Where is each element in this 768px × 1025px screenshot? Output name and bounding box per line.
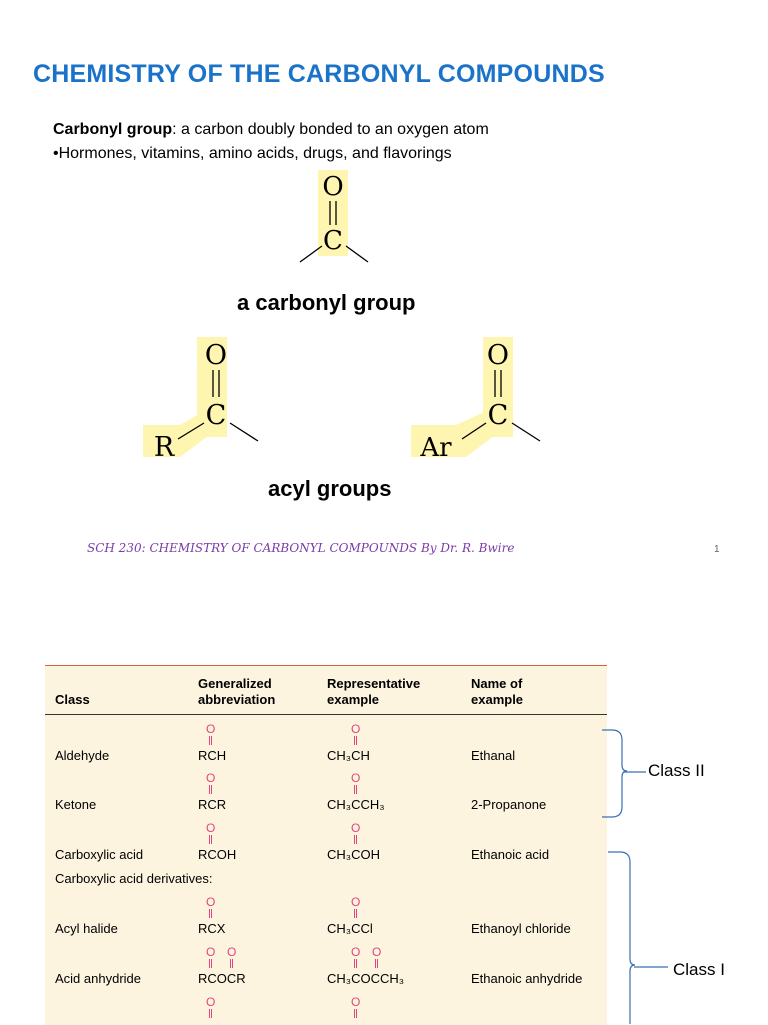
page-number: 1	[714, 544, 720, 555]
acyl-ar-substituent: Ar	[420, 433, 452, 463]
header-rule	[45, 714, 607, 715]
carbonyl-group-term: Carbonyl group	[53, 121, 173, 138]
class-ii-label: Class II	[648, 761, 705, 780]
row-example: CH₃CH	[327, 748, 370, 763]
carbonyl-oxygen-mark: O	[351, 945, 361, 959]
carbonyl-oxygen: O	[322, 172, 344, 202]
carbonyl-oxygen-mark: O	[206, 895, 216, 909]
carbonyl-double-bond	[209, 909, 212, 918]
header-example: Representative example	[327, 676, 421, 707]
row-abbrev: RCR	[198, 797, 227, 812]
carbonyl-double-bond	[209, 1009, 212, 1018]
carbonyl-double-bond	[354, 1009, 357, 1018]
row-abbrev: RCX	[198, 921, 226, 936]
header-name: Name of example	[471, 676, 524, 707]
row-abbrev: RCOH	[198, 847, 237, 862]
carbonyl-double-bond	[354, 785, 357, 794]
carbonyl-double-bond	[209, 959, 212, 968]
derivatives-subheading: Carboxylic acid derivatives:	[55, 871, 213, 886]
class-i-leader	[632, 961, 672, 973]
row-example: CH₃CCl	[327, 921, 373, 936]
header-abbreviation: Generalized abbreviation	[198, 676, 276, 707]
carbonyl-double-bond	[209, 785, 212, 794]
row-class: Ketone	[55, 797, 97, 812]
carbonyl-double-bond	[354, 736, 357, 745]
carbonyl-double-bond	[209, 736, 212, 745]
acyl-ar-oxygen: O	[486, 340, 510, 371]
page-title: CHEMISTRY OF THE CARBONYL COMPOUNDS	[33, 60, 605, 88]
carbonyl-oxygen-mark: O	[206, 771, 216, 785]
examples-bullet: •Hormones, vitamins, amino acids, drugs, and flavorings	[53, 145, 452, 162]
carbonyl-oxygen-mark: O	[206, 945, 216, 959]
carbonyl-double-bond	[354, 909, 357, 918]
row-name: 2-Propanone	[471, 797, 547, 812]
carbonyl-oxygen-mark: O	[351, 821, 361, 835]
carbonyl-double-bond	[354, 959, 357, 968]
carbonyl-double-bond	[354, 835, 357, 844]
acyl-r-structure	[140, 335, 270, 465]
row-example: CH₃COCCH₃	[327, 971, 405, 986]
carbonyl-oxygen-mark: O	[372, 945, 382, 959]
carbonyl-oxygen-mark: O	[206, 995, 216, 1009]
acyl-ar-carbon: C	[487, 400, 509, 431]
carbonyl-group-structure	[290, 168, 380, 268]
acyl-ar-structure	[408, 335, 548, 465]
row-name: Ethanoyl chloride	[471, 921, 571, 936]
row-abbrev: RCOCR	[198, 971, 246, 986]
carbonyl-oxygen-mark: O	[206, 821, 216, 835]
carbonyl-oxygen-mark: O	[351, 895, 361, 909]
carbonyl-oxygen-mark: O	[351, 771, 361, 785]
carbonyl-group-definition: : a carbon doubly bonded to an oxygen atom	[172, 121, 489, 138]
carbonyl-classes-table	[45, 665, 607, 1025]
row-class: Acid anhydride	[55, 971, 141, 986]
class-ii-leader	[622, 766, 650, 778]
row-name: Ethanal	[471, 748, 516, 763]
carbonyl-oxygen-mark: O	[206, 722, 216, 736]
carbonyl-oxygen-mark: O	[351, 722, 361, 736]
row-example: CH₃COH	[327, 847, 380, 862]
carbonyl-group-caption: a carbonyl group	[237, 290, 416, 315]
acyl-r-carbon: C	[205, 400, 227, 431]
carbonyl-double-bond	[209, 835, 212, 844]
row-name: Ethanoic anhydride	[471, 971, 583, 986]
class-i-label: Class I	[673, 960, 725, 979]
acyl-r-oxygen: O	[204, 340, 228, 371]
row-class: Aldehyde	[55, 748, 110, 763]
row-class: Acyl halide	[55, 921, 118, 936]
row-class: Carboxylic acid	[55, 847, 144, 862]
carbonyl-carbon: C	[323, 226, 343, 256]
carbonyl-double-bond	[375, 959, 378, 968]
row-name: Ethanoic acid	[471, 847, 550, 862]
header-class: Class	[55, 692, 90, 707]
carbonyl-double-bond	[230, 959, 233, 968]
class-i-bracket	[606, 847, 636, 1024]
acyl-groups-caption: acyl groups	[268, 476, 392, 501]
carbonyl-oxygen-mark: O	[227, 945, 237, 959]
row-example: CH₃CCH₃	[327, 797, 385, 812]
acyl-r-substituent: R	[153, 432, 175, 463]
definition-line	[53, 121, 489, 139]
carbonyl-oxygen-mark: O	[351, 995, 361, 1009]
row-abbrev: RCH	[198, 748, 227, 763]
footer-text: SCH 230: CHEMISTRY OF CARBONYL COMPOUNDS By Dr. R. Bwire	[87, 541, 515, 555]
